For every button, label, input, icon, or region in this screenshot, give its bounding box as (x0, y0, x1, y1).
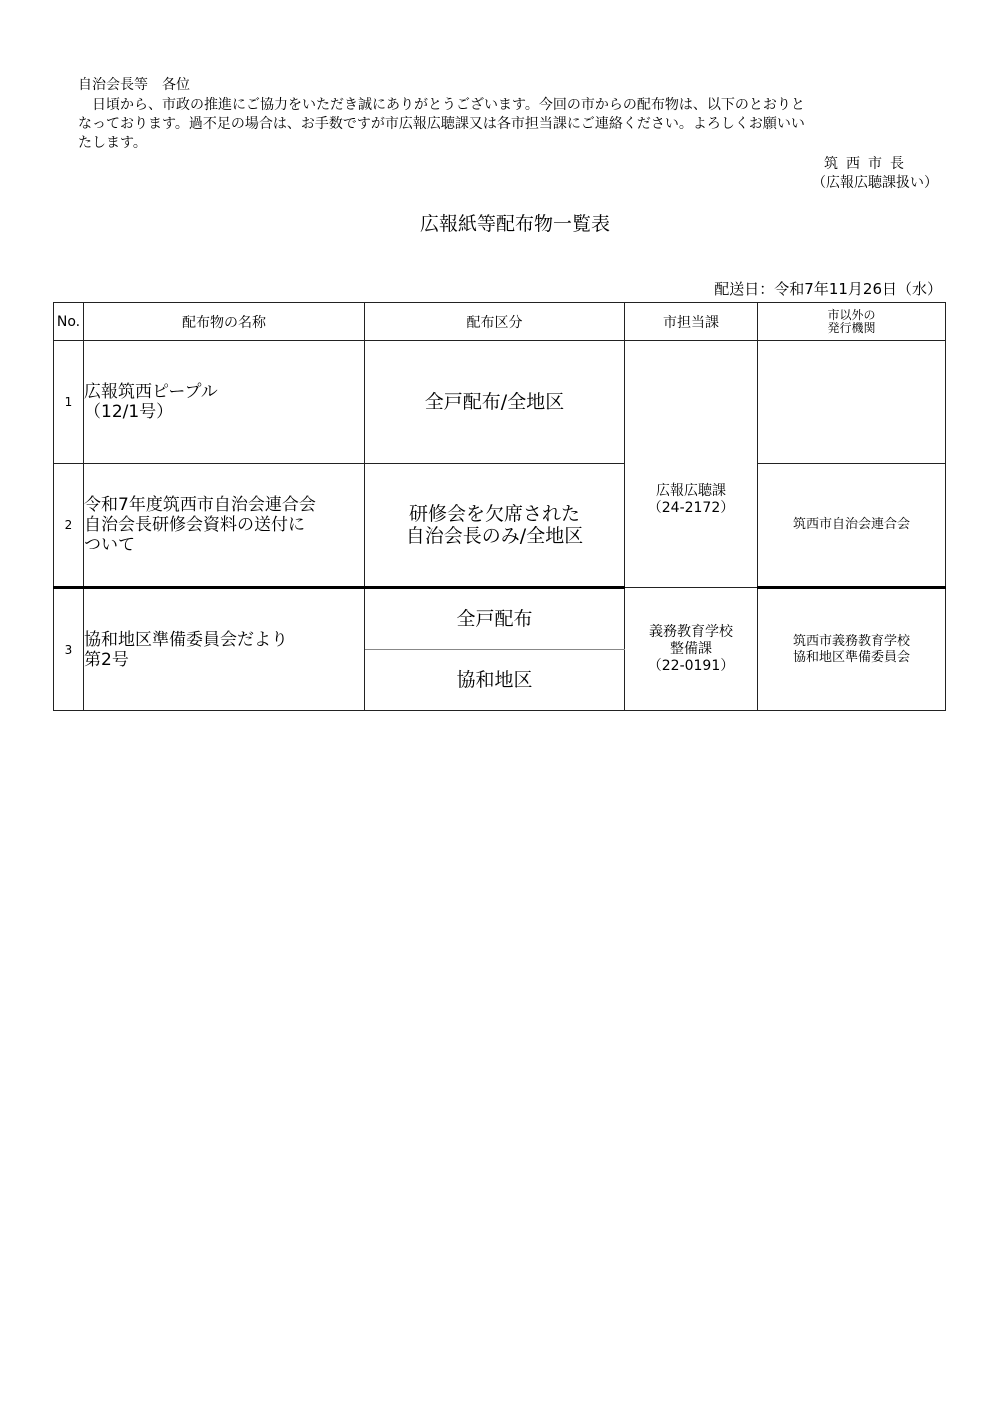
row-distribution-line: 全戸配布/全地区 (424, 391, 565, 413)
distribution-table (53, 302, 946, 711)
row-no: 3 (54, 588, 84, 711)
row-city-dept-line: 広報広聴課 (656, 483, 726, 499)
row-name (84, 341, 365, 464)
greeting-paragraph (78, 96, 948, 153)
row-issuer (758, 588, 946, 711)
delivery-date: 配送日：令和7年11月26日（水） (714, 280, 942, 298)
document-title: 広報紙等配布物一覧表 (419, 213, 610, 235)
row-no: 1 (54, 341, 84, 464)
greeting-line: なっております。過不足の場合は、お手数ですが市広報広聴課又は各市担当課にご連絡ください。よろしくお願いい (78, 116, 805, 132)
row-name-line: ついて (84, 535, 135, 555)
row-name (84, 588, 365, 711)
row-name (84, 464, 365, 588)
row-city-dept (625, 341, 758, 588)
sender-dept: （広報広聴課扱い） (812, 175, 938, 191)
row-city-dept-line: 義務教育学校 (649, 623, 733, 640)
greeting-line: たします。 (78, 135, 147, 151)
table-row (54, 588, 946, 650)
header-no: No. (54, 303, 84, 341)
row-distribution (365, 341, 625, 464)
table-header-row (54, 303, 946, 341)
addressee: 自治会長等 各位 (78, 77, 190, 93)
greeting-line: 日頃から、市政の推進にご協力をいただき誠にありがとうございます。今回の市からの配布物は、以下のとおりと (78, 97, 805, 113)
row-distribution-households: 全戸配布 (365, 588, 625, 650)
row-city-dept-line: （22-0191） (647, 657, 735, 674)
row-issuer (758, 341, 946, 464)
row-distribution-line: 自治会長のみ/全地区 (405, 525, 584, 547)
row-name-line: 広報筑西ピープル (84, 382, 218, 402)
row-name-line: 協和地区準備委員会だより (84, 629, 288, 650)
header-issuer-line: 市以外の (827, 307, 876, 322)
row-name-line: 第2号 (84, 649, 129, 670)
row-name-line: （12/1号） (84, 402, 174, 422)
row-name-line: 令和7年度筑西市自治会連合会 (84, 495, 316, 515)
row-name-line: 自治会長研修会資料の送付に (84, 515, 305, 535)
table-row (54, 341, 946, 464)
header-distribution: 配布区分 (365, 303, 625, 341)
row-issuer-line: 筑西市義務教育学校 (792, 633, 910, 649)
table-row (54, 464, 946, 588)
row-city-dept-line: 整備課 (670, 640, 712, 657)
sender-name: 筑西市長 (824, 156, 912, 172)
row-city-dept (625, 588, 758, 711)
header-name: 配布物の名称 (84, 303, 365, 341)
row-issuer (758, 464, 946, 588)
row-issuer-line: 協和地区準備委員会 (792, 649, 910, 665)
header-issuer-line: 発行機関 (827, 320, 876, 335)
row-distribution-area: 協和地区 (365, 650, 625, 711)
row-distribution (365, 464, 625, 588)
row-no: 2 (54, 464, 84, 588)
sender-block (812, 155, 938, 193)
header-city-dept: 市担当課 (625, 303, 758, 341)
row-distribution-line: 研修会を欠席された (408, 503, 580, 525)
row-city-dept-line: （24-2172） (647, 500, 735, 516)
row-issuer-line: 筑西市自治会連合会 (792, 517, 910, 532)
header-issuer (758, 303, 946, 341)
